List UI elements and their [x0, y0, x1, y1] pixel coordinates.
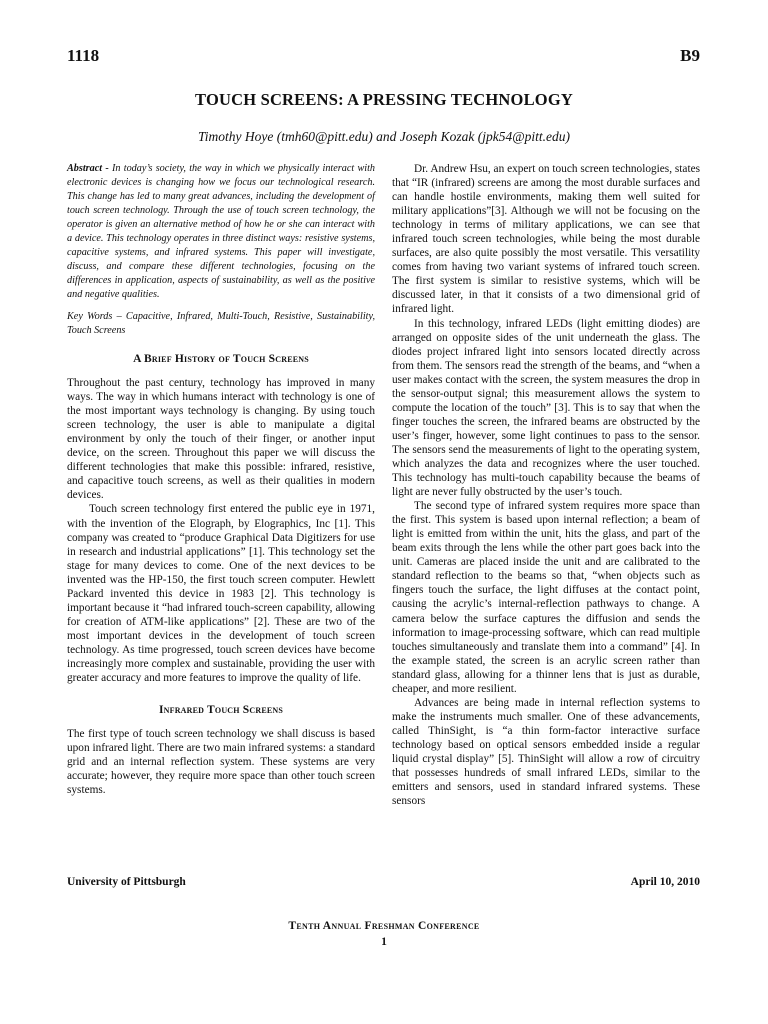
footer-conference: Tenth Annual Freshman Conference	[288, 920, 480, 932]
paragraph-history-1: Throughout the past century, technology has improved in many ways. The way in which humans interact with technology is one of the most important ways technology is changing. By using touch screen technology, the user is able to manipulate a digital environment by only the touch of their finger, or another input device, on the screen. Throughout this paper we will discuss the different technologies that make this possible: infrared, resistive, and capacitive touch screens, as well as their qualities in modern devices.	[67, 377, 375, 502]
abstract-lead: Abstract -	[67, 163, 109, 174]
abstract-text: In today’s society, the way in which we physically interact with electronic devices is changing how we focus our technological research. This change has led to many great advances, including the development of touch screen technology. Through the use of touch screen technology, the operator is given an alternative method of how he or she can interact with a device. This technology operates in three distinct ways: resistive systems, capacitive systems, and infrared systems. This paper will investigate, discuss, and compare these different technologies, focusing on the differences in application, aspects of sustainability, as well as the positive and negative qualities.	[67, 163, 375, 300]
page-number: 1	[381, 936, 387, 948]
left-column	[67, 162, 375, 797]
paragraph-right-1: Dr. Andrew Hsu, an expert on touch screen technologies, states that “IR (infrared) screens are among the most durable surfaces and can handle hostile environments, making them well suited for military applications”[3]. Although we will not be focusing on the technology in terms of military applications, we can see that infrared touch screen technologies, while being the most durable surfaces, are also quite possibly the most versatile. This versatility comes from having two variant systems of infrared touch screen. The first system is similar to resistive systems, which will be discussed later, in that it consists of a two dimensional grid of infrared light.	[392, 163, 700, 316]
right-column	[392, 162, 700, 808]
paragraph-right-4: Advances are being made in internal reflection systems to make the instruments much smaller. One of these advancements, called ThinSight, is “a thin form-factor interactive surface technology based on optical sensors embedded inside a regular liquid crystal display” [5]. ThinSight will allow a row of circuitry that possesses hundreds of small infrared LEDs, similar to the emitters and sensors, used in standard infrared systems. These sensors	[392, 696, 700, 808]
paper-authors: Timothy Hoye (tmh60@pitt.edu) and Joseph Kozak (jpk54@pitt.edu)	[197, 129, 571, 144]
abstract	[67, 162, 375, 302]
paper-title: TOUCH SCREENS: A PRESSING TECHNOLOGY	[195, 90, 573, 109]
keywords: Key Words – Capacitive, Infrared, Multi-Touch, Resistive, Sustainability, Touch Screens	[67, 311, 375, 336]
footer-institution: University of Pittsburgh	[67, 876, 186, 888]
section-heading-infrared: Infrared Touch Screens	[158, 704, 284, 717]
section-heading-history: A Brief History of Touch Screens	[133, 353, 309, 365]
header-session-number: 1118	[67, 46, 100, 65]
footer-date: April 10, 2010	[630, 876, 700, 888]
paragraph-infrared-1: The first type of touch screen technology we shall discuss is based upon infrared light. There are two main infrared systems: a standard grid and an internal reflection system. These systems are very accurate; however, they require more space than other touch screen systems.	[67, 728, 375, 797]
paragraph-right-2: In this technology, infrared LEDs (light emitting diodes) are arranged on opposite sides of the unit underneath the glass. The diodes project infrared light into sensors located directly across from them. The sensors read the strength of the beams, and “when a user makes contact with the screen, the system measures the drop in the sensor-output signal; this measurement allows the system to compute the location of the touch” [3]. This is to say that when the finger touches the screen, the infrared beams are obstructed by the user’s finger, however, some light continues to pass to the sensor. The sensors send the measurements of light to the operating system, which analyzes the data and recognizes where the user touched. This technology has multi-touch capability because the beams of light are never fully obstructed by the user’s touch.	[392, 317, 700, 499]
paragraph-right-3: The second type of infrared system requires more space than the first. This system is based upon internal reflection; a beam of light is emitted from within the unit, hits the glass, and part of the beam exits through the lens while the other part goes back into the unit. Cameras are placed inside the unit and are calibrated to the standard reflection to the beams so that, “when objects such as fingers touch the surface, the light diffuses at the contact point, causing the acrylic’s internal-reflection pathways to change. A camera below the surface captures the diffusion and sends the information to image-processing software, which can read multiple touches simultaneously and translate them into a command” [4]. In the example stated, the screen is an acrylic screen rather than standard glass, allowing for a thinner lens that is just as durable, cheaper, and more resilient.	[392, 500, 700, 695]
header-room-code: B9	[680, 46, 700, 65]
paragraph-history-2: Touch screen technology first entered the public eye in 1971, with the invention of the Elograph, by Elographics, Inc [1]. This company was created to “produce Graphical Data Digitizers for use in research and industrial applications” [1]. This technology set the stage for many devices to come. One of the next devices to be invented was the HP-150, the first touch screen computer. Hewlett Packard invented this device in 1983 [2]. This technology is important because it “had infrared touch-screen capability, allowing for creation of ATM-like applications” [2]. These are two of the most important devices in the development of touch screen technology. As time progressed, touch screen devices have become increasingly more complex and sustainable, providing the user with greater accuracy and more features to improve the quality of life.	[67, 503, 375, 685]
